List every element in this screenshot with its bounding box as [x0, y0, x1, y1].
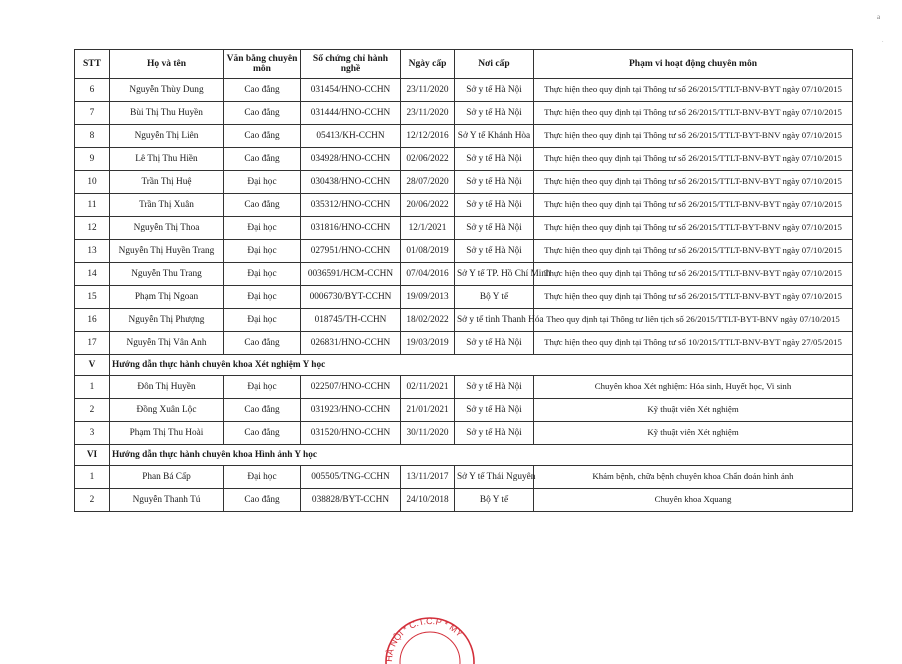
row-scope: Thực hiện theo quy định tại Thông tư số 26/2015/TTLT-BNV-BYT ngày 07/10/2015 [534, 263, 853, 286]
row-degree: Cao đẳng [224, 422, 301, 445]
section-number: VI [75, 445, 110, 466]
row-place: Sở y tế Hà Nội [455, 171, 534, 194]
table-row [75, 171, 853, 194]
row-degree: Đại học [224, 376, 301, 399]
page-mark: a [877, 13, 881, 21]
row-scope: Kỹ thuật viên Xét nghiệm [534, 399, 853, 422]
row-cert: 018745/TH-CCHN [301, 309, 401, 332]
row-cert: 031923/HNO-CCHN [301, 399, 401, 422]
row-name: Nguyễn Thùy Dung [110, 79, 224, 102]
row-degree: Cao đẳng [224, 102, 301, 125]
table-row [75, 489, 853, 512]
table-row [75, 102, 853, 125]
row-degree: Đại học [224, 309, 301, 332]
row-stt: 15 [75, 286, 110, 309]
row-name: Phạm Thị Ngoan [110, 286, 224, 309]
row-cert: 038828/BYT-CCHN [301, 489, 401, 512]
row-name: Phan Bá Cấp [110, 466, 224, 489]
row-scope: Thực hiện theo quy định tại Thông tư số 26/2015/TTLT-BNV-BYT ngày 07/10/2015 [534, 194, 853, 217]
row-place: Sở y tế Hà Nội [455, 79, 534, 102]
row-cert: 0036591/HCM-CCHN [301, 263, 401, 286]
row-place: Sở y tế Hà Nội [455, 148, 534, 171]
row-place: Sở y tế Hà Nội [455, 332, 534, 355]
row-place: Bộ Y tế [455, 489, 534, 512]
row-scope: Thực hiện theo quy định tại Thông tư số 10/2015/TTLT-BNV-BYT ngày 27/05/2015 [534, 332, 853, 355]
row-place: Sở Y tế Khánh Hòa [455, 125, 534, 148]
page-dot: . [882, 38, 884, 44]
table-row [75, 309, 853, 332]
row-cert: 031816/HNO-CCHN [301, 217, 401, 240]
row-stt: 2 [75, 399, 110, 422]
row-scope: Khám bệnh, chữa bệnh chuyên khoa Chẩn đoán hình ảnh [534, 466, 853, 489]
row-scope: Kỹ thuật viên Xét nghiệm [534, 422, 853, 445]
row-name: Đôn Thị Huyền [110, 376, 224, 399]
row-name: Trần Thị Huệ [110, 171, 224, 194]
row-date: 02/06/2022 [401, 148, 455, 171]
row-cert: 05413/KH-CCHN [301, 125, 401, 148]
row-date: 21/01/2021 [401, 399, 455, 422]
row-name: Phạm Thị Thu Hoài [110, 422, 224, 445]
row-date: 18/02/2022 [401, 309, 455, 332]
row-date: 13/11/2017 [401, 466, 455, 489]
row-place: Sở y tế Hà Nội [455, 194, 534, 217]
row-cert: 030438/HNO-CCHN [301, 171, 401, 194]
row-place: Sở y tế Hà Nội [455, 399, 534, 422]
row-degree: Đại học [224, 466, 301, 489]
table-row [75, 217, 853, 240]
row-scope: Thực hiện theo quy định tại Thông tư số 26/2015/TTLT-BYT-BNV ngày 07/10/2015 [534, 125, 853, 148]
row-cert: 022507/HNO-CCHN [301, 376, 401, 399]
row-stt: 17 [75, 332, 110, 355]
row-place: Bộ Y tế [455, 286, 534, 309]
row-degree: Đại học [224, 240, 301, 263]
section-title: Hướng dẫn thực hành chuyên khoa Xét nghiệm Y học [110, 355, 853, 376]
row-name: Nguyễn Thị Thoa [110, 217, 224, 240]
table-row [75, 79, 853, 102]
row-scope: Thực hiện theo quy định tại Thông tư số 26/2015/TTLT-BNV-BYT ngày 07/10/2015 [534, 171, 853, 194]
row-scope: Chuyên khoa Xét nghiệm: Hóa sinh, Huyết học, Vi sinh [534, 376, 853, 399]
row-place: Sở y tế Hà Nội [455, 422, 534, 445]
row-scope: Thực hiện theo quy định tại Thông tư số 26/2015/TTLT-BNV-BYT ngày 07/10/2015 [534, 102, 853, 125]
row-cert: 027951/HNO-CCHN [301, 240, 401, 263]
header-place: Nơi cấp [455, 50, 534, 79]
section-title: Hướng dẫn thực hành chuyên khoa Hình ảnh Y học [110, 445, 853, 466]
header-date: Ngày cấp [401, 50, 455, 79]
table-row [75, 194, 853, 217]
row-stt: 1 [75, 466, 110, 489]
row-stt: 10 [75, 171, 110, 194]
row-scope: Thực hiện theo quy định tại Thông tư số 26/2015/TTLT-BYT-BNV ngày 07/10/2015 [534, 217, 853, 240]
row-cert: 034928/HNO-CCHN [301, 148, 401, 171]
row-degree: Cao đẳng [224, 489, 301, 512]
header-row [75, 50, 853, 79]
company-seal [384, 592, 476, 664]
row-degree: Cao đẳng [224, 332, 301, 355]
header-name: Họ và tên [110, 50, 224, 79]
row-place: Sở y tế Hà Nội [455, 102, 534, 125]
seal-text: HÀ NỘI * C.T.C.P * MY [384, 615, 465, 663]
section-header-row [75, 445, 853, 466]
row-date: 30/11/2020 [401, 422, 455, 445]
row-stt: 11 [75, 194, 110, 217]
table-row [75, 376, 853, 399]
row-degree: Cao đẳng [224, 125, 301, 148]
row-name: Nguyễn Thị Phượng [110, 309, 224, 332]
row-cert: 005505/TNG-CCHN [301, 466, 401, 489]
row-name: Lê Thị Thu Hiền [110, 148, 224, 171]
row-date: 23/11/2020 [401, 102, 455, 125]
row-stt: 9 [75, 148, 110, 171]
row-cert: 031520/HNO-CCHN [301, 422, 401, 445]
table-row [75, 148, 853, 171]
row-degree: Cao đẳng [224, 148, 301, 171]
row-degree: Cao đẳng [224, 79, 301, 102]
row-scope: Thực hiện theo quy định tại Thông tư số 26/2015/TTLT-BNV-BYT ngày 07/10/2015 [534, 148, 853, 171]
table-row [75, 466, 853, 489]
row-degree: Đại học [224, 286, 301, 309]
row-date: 01/08/2019 [401, 240, 455, 263]
row-stt: 1 [75, 376, 110, 399]
row-degree: Đại học [224, 217, 301, 240]
row-place: Sở Y tế TP. Hồ Chí Minh [455, 263, 534, 286]
row-stt: 8 [75, 125, 110, 148]
row-name: Nguyễn Thị Liên [110, 125, 224, 148]
row-cert: 031454/HNO-CCHN [301, 79, 401, 102]
row-stt: 3 [75, 422, 110, 445]
row-date: 23/11/2020 [401, 79, 455, 102]
table-row [75, 125, 853, 148]
row-date: 24/10/2018 [401, 489, 455, 512]
row-stt: 6 [75, 79, 110, 102]
row-date: 19/09/2013 [401, 286, 455, 309]
staff-table [74, 49, 853, 512]
row-stt: 16 [75, 309, 110, 332]
row-scope: Thực hiện theo quy định tại Thông tư số 26/2015/TTLT-BNV-BYT ngày 07/10/2015 [534, 79, 853, 102]
row-stt: 2 [75, 489, 110, 512]
row-cert: 031444/HNO-CCHN [301, 102, 401, 125]
row-degree: Đại học [224, 263, 301, 286]
row-scope: Theo quy định tại Thông tư liên tịch số 26/2015/TTLT-BYT-BNV ngày 07/10/2015 [534, 309, 853, 332]
row-name: Nguyễn Thị Huyền Trang [110, 240, 224, 263]
row-scope: Thực hiện theo quy định tại Thông tư số 26/2015/TTLT-BNV-BYT ngày 07/10/2015 [534, 286, 853, 309]
table-row [75, 263, 853, 286]
row-cert: 026831/HNO-CCHN [301, 332, 401, 355]
row-stt: 13 [75, 240, 110, 263]
row-place: Sở Y tế Thái Nguyên [455, 466, 534, 489]
header-degree: Văn bằng chuyên môn [224, 50, 301, 79]
row-name: Đồng Xuân Lộc [110, 399, 224, 422]
row-degree: Đại học [224, 171, 301, 194]
header-scope: Phạm vi hoạt động chuyên môn [534, 50, 853, 79]
table-row [75, 422, 853, 445]
section-number: V [75, 355, 110, 376]
table-row [75, 399, 853, 422]
row-name: Nguyễn Thu Trang [110, 263, 224, 286]
row-name: Bùi Thị Thu Huyền [110, 102, 224, 125]
header-cert: Số chứng chỉ hành nghề [301, 50, 401, 79]
row-scope: Chuyên khoa Xquang [534, 489, 853, 512]
row-stt: 14 [75, 263, 110, 286]
header-stt: STT [75, 50, 110, 79]
row-place: Sở y tế Hà Nội [455, 240, 534, 263]
table-row [75, 240, 853, 263]
row-degree: Cao đẳng [224, 399, 301, 422]
row-name: Nguyễn Thanh Tú [110, 489, 224, 512]
row-place: Sở y tế Hà Nội [455, 217, 534, 240]
row-date: 12/1/2021 [401, 217, 455, 240]
row-date: 07/04/2016 [401, 263, 455, 286]
row-date: 19/03/2019 [401, 332, 455, 355]
svg-text:HÀ NỘI * C.T.C.P * MY [384, 616, 465, 662]
table-row [75, 286, 853, 309]
row-degree: Cao đẳng [224, 194, 301, 217]
row-place: Sở y tế tỉnh Thanh Hóa [455, 309, 534, 332]
row-name: Nguyễn Thị Vân Anh [110, 332, 224, 355]
row-date: 12/12/2016 [401, 125, 455, 148]
row-date: 28/07/2020 [401, 171, 455, 194]
row-stt: 7 [75, 102, 110, 125]
row-place: Sở y tế Hà Nội [455, 376, 534, 399]
row-stt: 12 [75, 217, 110, 240]
row-date: 20/06/2022 [401, 194, 455, 217]
row-cert: 035312/HNO-CCHN [301, 194, 401, 217]
row-cert: 0006730/BYT-CCHN [301, 286, 401, 309]
row-name: Trần Thị Xuân [110, 194, 224, 217]
row-scope: Thực hiện theo quy định tại Thông tư số 26/2015/TTLT-BNV-BYT ngày 07/10/2015 [534, 240, 853, 263]
section-header-row [75, 355, 853, 376]
row-date: 02/11/2021 [401, 376, 455, 399]
table-row [75, 332, 853, 355]
